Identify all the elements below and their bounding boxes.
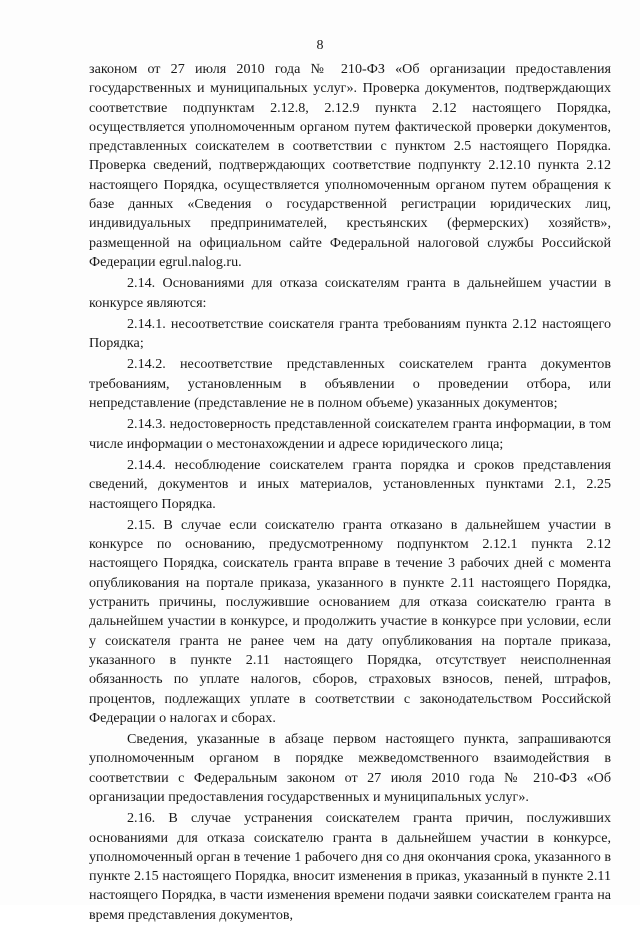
paragraph-2-14-3: 2.14.3. недостоверность представленной соискателем гранта информации, в том числе информации о местонахождении и адресе юридического лица; — [89, 416, 611, 452]
paragraph-2-15: 2.15. В случае если соискателю гранта отказано в дальнейшем участии в конкурсе по основанию, предусмотренному подпунктом 2.12.1 пункта 2.12 настоящего Порядка, соискатель гранта вправе в течение 3 рабочих дней с момента опубликования на портале приказа, указанного в пункте 2.11 настоящего Порядка, устранить причины, послужившие основанием для отказа соискателю гранта в дальнейшем участии в конкурсе, и продолжить участие в конкурсе при условии, если у соискателя гранта не ранее чем на дату опубликования на портале приказа, указанного в пункте 2.11 настоящего Порядка, отсутствует неисполненная обязанность по уплате налогов, сборов, страховых взносов, пеней, штрафов, процентов, подлежащих уплате в соответствии с законодательством Российской Федерации о налогах и сборах. — [89, 516, 611, 726]
paragraph-2-14-4: 2.14.4. несоблюдение соискателем гранта порядка и сроков представления сведений, документов и иных материалов, установленных пунктами 2.1, 2.25 настоящего Порядка. — [89, 456, 611, 512]
paragraph-2-15-info: Сведения, указанные в абзаце первом настоящего пункта, запрашиваются уполномоченным органом в порядке межведомственного взаимодействия в соответствии с Федеральным законом от 27 июля 2010 года № 210-ФЗ «Об организации предоставления государственных и муниципальных услуг». — [89, 731, 611, 805]
paragraph-2-14-2: 2.14.2. несоответствие представленных соискателем гранта документов требованиям, установленным в объявлении о проведении отбора, или непредставление (представление не в полном объеме) указанных документов; — [89, 356, 611, 412]
paragraph-2-14: 2.14. Основаниями для отказа соискателям гранта в дальнейшем участии в конкурсе являются: — [89, 275, 611, 311]
page-number: 8 — [316, 38, 324, 53]
paragraph-2-16: 2.16. В случае устранения соискателем гранта причин, послуживших основаниями для отказа соискателю гранта в дальнейшем участии в конкурсе, уполномоченный орган в течение 1 рабочего дня со дня окончания срока, указанного в пункте 2.15 настоящего Порядка, вносит изменения в приказ, указанный в пункте 2.11 настоящего Порядка, в части изменения времени подачи заявки соискателем гранта на время представления документов, — [89, 810, 611, 923]
document-body — [89, 60, 611, 927]
paragraph-continuation: законом от 27 июля 2010 года № 210-ФЗ «Об организации предоставления государственных и муниципальных услуг». Проверка документов, подтверждающих соответствие подпунктам 2.12.8, 2.12.9 пункта 2.12 настоящего Порядка, осуществляется уполномоченным органом путем фактической проверки документов, представленных соискателем в соответствии с пунктом 2.5 настоящего Порядка. Проверка сведений, подтверждающих соответствие подпункту 2.12.10 пункта 2.12 настоящего Порядка, осуществляется уполномоченным органом путем обращения к базе данных «Сведения о государственной регистрации юридических лиц, индивидуальных предпринимателей, крестьянских (фермерских) хозяйств», размещенной на официальном сайте Федеральной налоговой службы Российской Федерации egrul.nalog.ru. — [89, 61, 611, 270]
paragraph-2-14-1: 2.14.1. несоответствие соискателя гранта требованиям пункта 2.12 настоящего Порядка; — [89, 315, 611, 352]
